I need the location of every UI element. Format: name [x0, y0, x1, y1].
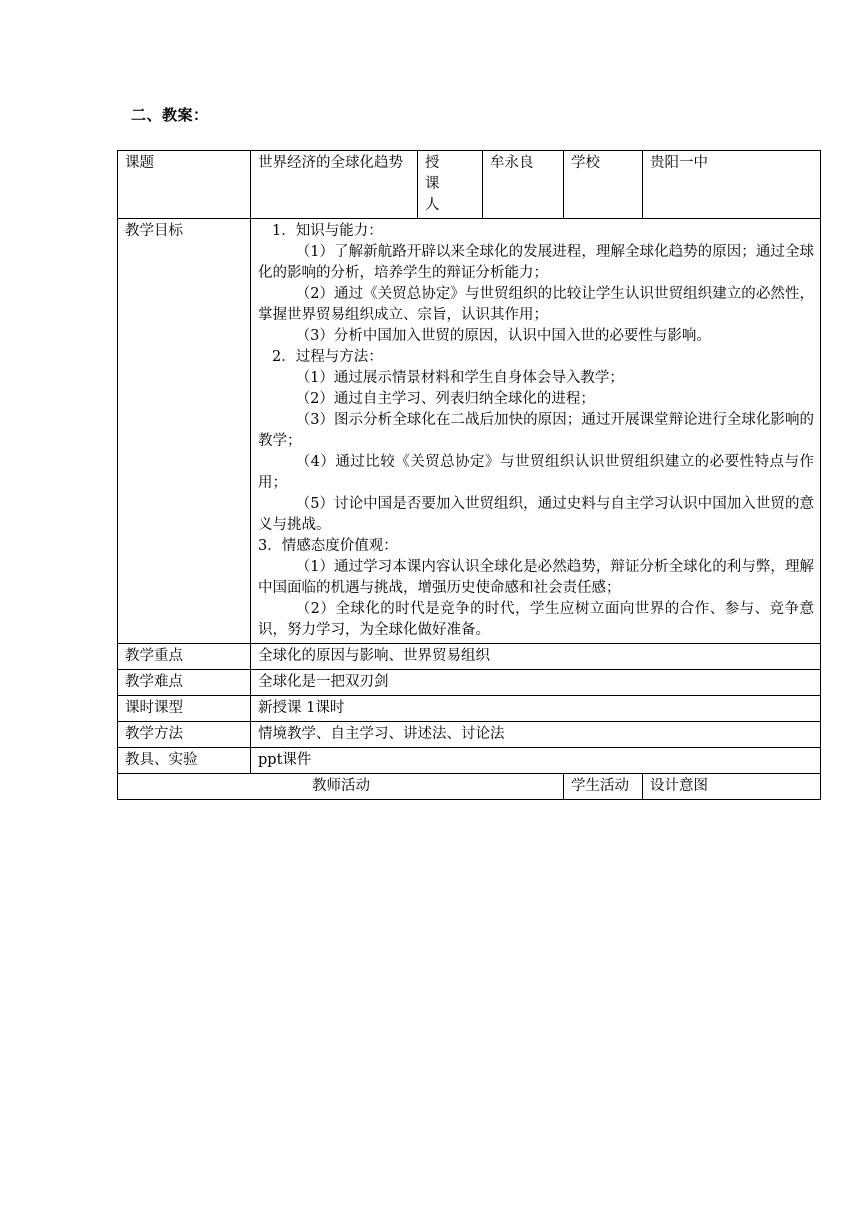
- table-row-methods: [118, 722, 821, 748]
- row-value: 全球化的原因与影响、世界贸易组织: [251, 644, 821, 670]
- row-label: 课时课型: [118, 696, 251, 722]
- lesson-plan-table: [117, 150, 821, 800]
- row-label: 教学难点: [118, 670, 251, 696]
- table-row-difficulties: [118, 670, 821, 696]
- objective-line: （1）了解新航路开辟以来全球化的发展进程，理解全球化趋势的原因；通过全球化的影响的分析，培养学生的辩证分析能力；: [258, 244, 814, 281]
- teacher-value: 牟永良: [483, 151, 564, 219]
- objective-line: 2．过程与方法：: [272, 349, 383, 365]
- section-heading: 二、教案：: [131, 106, 209, 124]
- table-row-equipment: [118, 748, 821, 774]
- objective-line: （2）通过《关贸总协定》与世贸组织的比较让学生认识世贸组织建立的必然性，掌握世界贸易组织成立、宗旨，认识其作用；: [258, 286, 814, 323]
- row-value: 情境教学、自主学习、讲述法、讨论法: [251, 722, 821, 748]
- table-row-objectives: [118, 219, 821, 644]
- objective-line: 3．情感态度价值观：: [258, 538, 398, 554]
- design-intent-header: 设计意图: [643, 774, 821, 800]
- objective-line: （2）通过自主学习、列表归纳全球化的进程；: [295, 391, 595, 407]
- objective-line: （4）通过比较《关贸总协定》与世贸组织认识世贸组织建立的必要性特点与作用；: [258, 454, 814, 491]
- row-value: ppt课件: [251, 748, 821, 774]
- row-label: 教学方法: [118, 722, 251, 748]
- row-label: 教学重点: [118, 644, 251, 670]
- objective-line: 1．知识与能力：: [272, 223, 383, 239]
- objective-line: （3）分析中国加入世贸的原因，认识中国入世的必要性与影响。: [295, 328, 711, 344]
- row-label: 教具、实验: [118, 748, 251, 774]
- table-row-lesson-type: [118, 696, 821, 722]
- objective-line: （3）图示分析全球化在二战后加快的原因；通过开展课堂辩论进行全球化影响的教学；: [258, 412, 814, 449]
- table-row-key-points: [118, 644, 821, 670]
- objectives-label: 教学目标: [118, 219, 251, 644]
- objective-line: （1）通过展示情景材料和学生自身体会导入教学；: [295, 370, 624, 386]
- school-label: 学校: [564, 151, 643, 219]
- table-row-activities-header: [118, 774, 821, 800]
- row-value: 全球化是一把双刃剑: [251, 670, 821, 696]
- student-activity-header: 学生活动: [564, 774, 643, 800]
- table-row-header: [118, 151, 821, 219]
- row-value: 新授课 1课时: [251, 696, 821, 722]
- topic-value: 世界经济的全球化趋势: [251, 151, 418, 219]
- objectives-content: [251, 219, 821, 644]
- teacher-activity-header: 教师活动: [118, 774, 564, 800]
- objective-line: （2）全球化的时代是竞争的时代，学生应树立面向世界的合作、参与、竞争意识，努力学习，为全球化做好准备。: [258, 601, 814, 638]
- topic-label: 课题: [118, 151, 251, 219]
- teacher-label: 授课人: [418, 151, 483, 219]
- objective-line: （1）通过学习本课内容认识全球化是必然趋势，辩证分析全球化的利与弊，理解中国面临的机遇与挑战，增强历史使命感和社会责任感；: [258, 559, 814, 596]
- school-value: 贵阳一中: [643, 151, 821, 219]
- objective-line: （5）讨论中国是否要加入世贸组织，通过史料与自主学习认识中国加入世贸的意义与挑战。: [258, 496, 814, 533]
